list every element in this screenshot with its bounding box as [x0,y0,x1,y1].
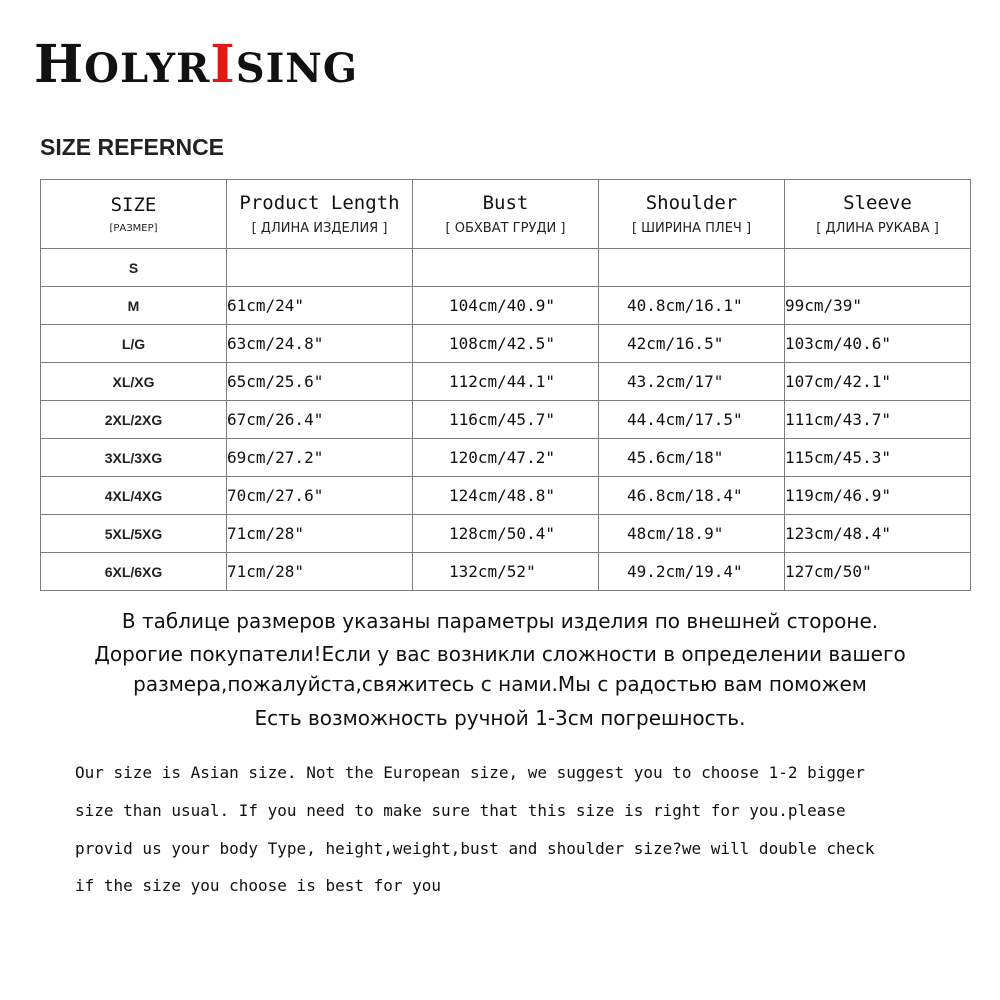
russian-note-line: Есть возможность ручной 1-3см погрешность. [254,706,746,730]
shoulder-cell: 44.4cm/17.5" [599,401,785,439]
shoulder-cell: 46.8cm/18.4" [599,477,785,515]
header-size-label: SIZE [110,194,157,216]
sleeve-cell: 123cm/48.4" [785,515,971,553]
table-header-row [41,180,971,249]
size-cell: 3XL/3XG [41,439,227,477]
header-size-sub: [РАЗМЕР] [109,223,158,234]
shoulder-cell: 43.2cm/17" [599,363,785,401]
header-bust-label: Bust [482,192,529,214]
header-bust [413,180,599,249]
english-note-line: Our size is Asian size. Not the European size, we suggest you to choose 1-2 bigger [75,763,865,782]
length-cell [227,249,413,287]
size-cell: 2XL/2XG [41,401,227,439]
english-note-line: provid us your body Type, height,weight,bust and shoulder size?we will double check [75,839,875,858]
russian-note-line: В таблице размеров указаны параметры изделия по внешней стороне. [121,609,879,633]
bust-cell: 120cm/47.2" [413,439,599,477]
length-cell: 61cm/24" [227,287,413,325]
table-row [41,553,971,591]
header-bust-sub: [ ОБХВАТ ГРУДИ ] [445,221,566,236]
header-shoulder-label: Shoulder [645,192,738,214]
length-cell: 70cm/27.6" [227,477,413,515]
size-cell: M [41,287,227,325]
table-row [41,325,971,363]
sleeve-cell: 103cm/40.6" [785,325,971,363]
header-length-label: Product Length [239,192,400,214]
size-cell: L/G [41,325,227,363]
size-reference-heading: SIZE REFERNCE [40,134,225,160]
length-cell: 65cm/25.6" [227,363,413,401]
header-sleeve-label: Sleeve [843,192,912,214]
length-cell: 69cm/27.2" [227,439,413,477]
brand-logo-initial: H [34,34,85,95]
table-row [41,249,971,287]
header-sleeve-sub: [ ДЛИНА РУКАВА ] [816,221,939,236]
header-size [41,180,227,249]
sleeve-cell: 127cm/50" [785,553,971,591]
table-row [41,287,971,325]
table-row [41,401,971,439]
length-cell: 67cm/26.4" [227,401,413,439]
size-cell: XL/XG [41,363,227,401]
shoulder-cell [599,249,785,287]
table-row [41,515,971,553]
bust-cell: 124cm/48.8" [413,477,599,515]
brand-logo-accent: I [210,34,236,95]
length-cell: 63cm/24.8" [227,325,413,363]
brand-logo-text-b: SING [235,45,359,92]
english-note-line: size than usual. If you need to make sure that this size is right for you.please [75,801,846,820]
size-table [40,179,971,591]
bust-cell: 128cm/50.4" [413,515,599,553]
sleeve-cell: 119cm/46.9" [785,477,971,515]
size-cell: 6XL/6XG [41,553,227,591]
size-cell: 5XL/5XG [41,515,227,553]
table-row [41,363,971,401]
length-cell: 71cm/28" [227,515,413,553]
russian-note-line: Дорогие покупатели!Если у вас возникли сложности в определении вашего [94,642,906,666]
english-note-line: if the size you choose is best for you [75,876,442,895]
size-cell: 4XL/4XG [41,477,227,515]
bust-cell: 104cm/40.9" [413,287,599,325]
sleeve-cell: 107cm/42.1" [785,363,971,401]
brand-logo-text-a: OLYR [84,45,211,92]
size-cell: S [41,249,227,287]
table-row [41,439,971,477]
bust-cell: 132cm/52" [413,553,599,591]
bust-cell [413,249,599,287]
sleeve-cell [785,249,971,287]
header-sleeve [785,180,971,249]
header-length-sub: [ ДЛИНА ИЗДЕЛИЯ ] [251,221,388,236]
russian-note-line: размера,пожалуйста,свяжитесь с нами.Мы с радостью вам поможем [133,672,867,696]
brand-logo [34,34,359,95]
header-shoulder [599,180,785,249]
bust-cell: 108cm/42.5" [413,325,599,363]
bust-cell: 112cm/44.1" [413,363,599,401]
sleeve-cell: 99cm/39" [785,287,971,325]
shoulder-cell: 49.2cm/19.4" [599,553,785,591]
shoulder-cell: 40.8cm/16.1" [599,287,785,325]
shoulder-cell: 42cm/16.5" [599,325,785,363]
header-length [227,180,413,249]
sleeve-cell: 115cm/45.3" [785,439,971,477]
shoulder-cell: 48cm/18.9" [599,515,785,553]
shoulder-cell: 45.6cm/18" [599,439,785,477]
sleeve-cell: 111cm/43.7" [785,401,971,439]
bust-cell: 116cm/45.7" [413,401,599,439]
header-shoulder-sub: [ ШИРИНА ПЛЕЧ ] [631,221,752,236]
table-row [41,477,971,515]
length-cell: 71cm/28" [227,553,413,591]
